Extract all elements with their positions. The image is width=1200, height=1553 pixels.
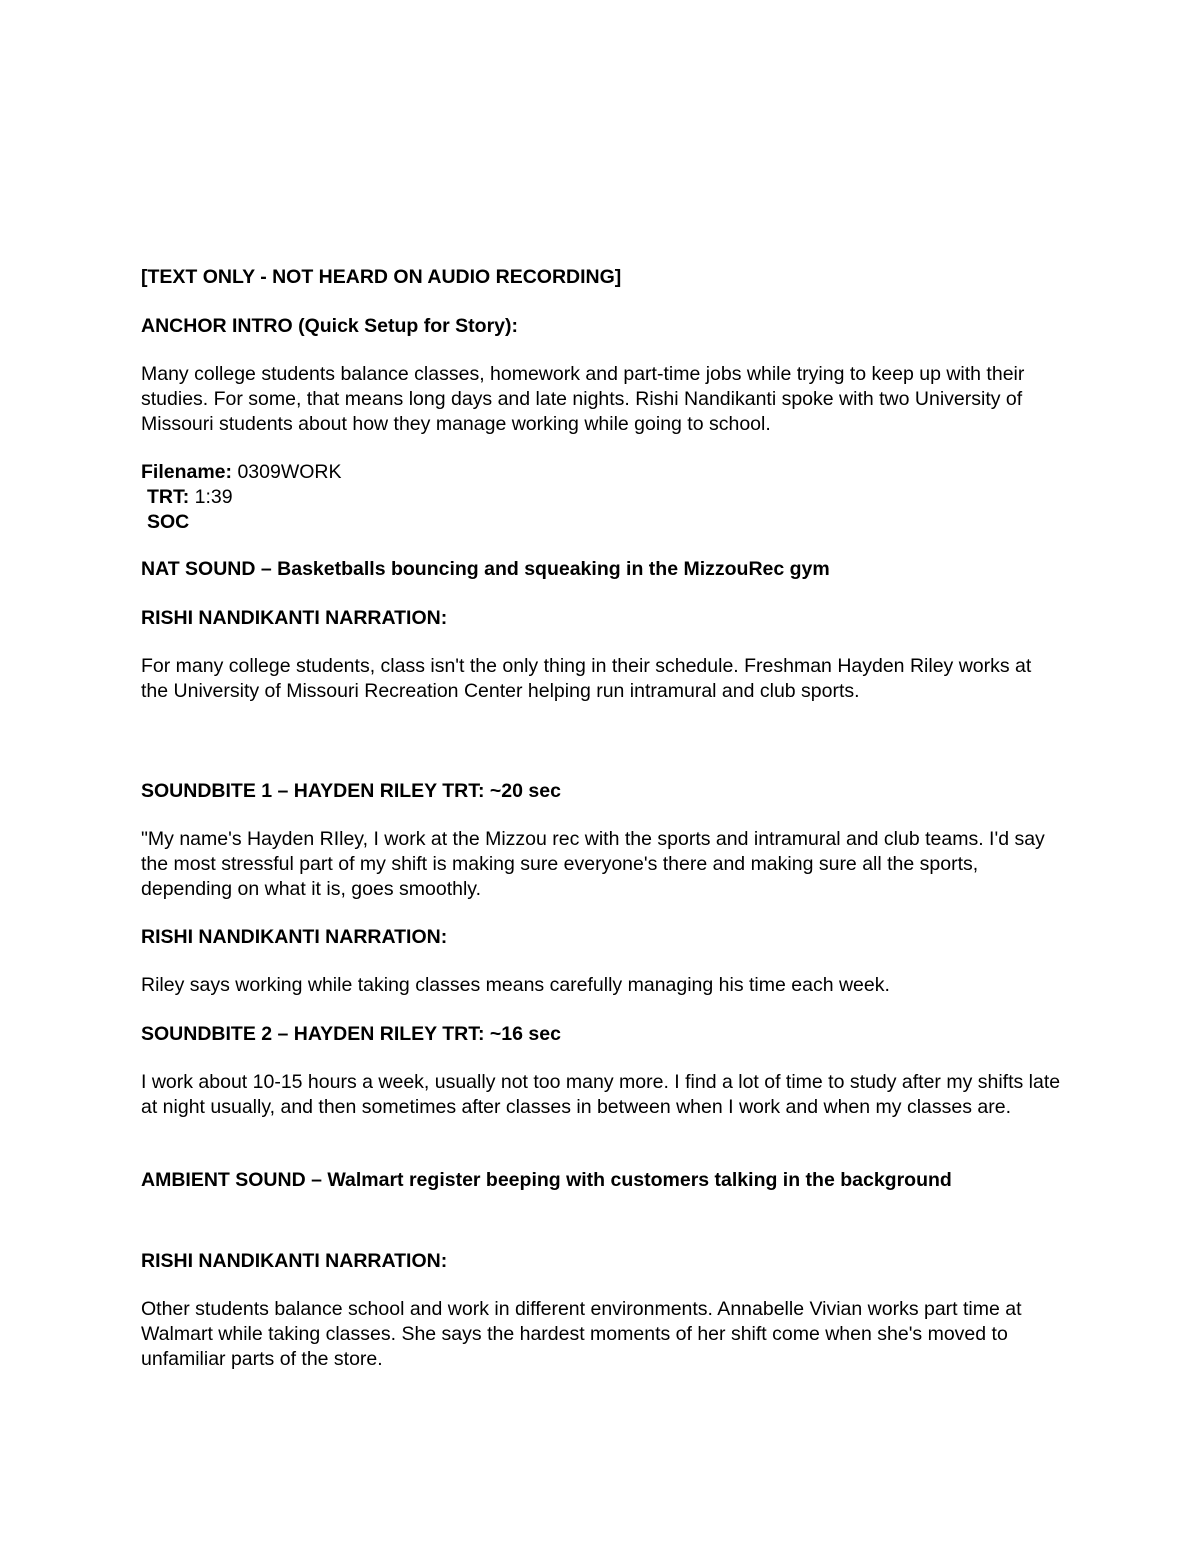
- narration-1-heading: RISHI NANDIKANTI NARRATION:: [141, 607, 448, 629]
- ambient-sound-cue: AMBIENT SOUND – Walmart register beeping with customers talking in the background: [141, 1169, 952, 1191]
- trt-line: [141, 485, 1061, 510]
- filename-label: Filename:: [141, 461, 233, 483]
- trt-value: 1:39: [189, 486, 233, 508]
- anchor-intro-heading: ANCHOR INTRO (Quick Setup for Story):: [141, 315, 519, 337]
- narration-2-heading: RISHI NANDIKANTI NARRATION:: [141, 926, 448, 948]
- soundbite-1-heading: SOUNDBITE 1 – HAYDEN RILEY TRT: ~20 sec: [141, 780, 561, 802]
- story-meta: [141, 460, 1061, 535]
- soundbite-1-body: "My name's Hayden RIley, I work at the Mizzou rec with the sports and intramural and club teams. I'd say the most stressful part of my shift is making sure everyone's there and making sure all the sports, depending on what it is, goes smoothly.: [141, 828, 1045, 900]
- narration-1-body: For many college students, class isn't the only thing in their schedule. Freshman Hayden Riley works at the University of Missouri Recreation Center helping run intramural and club sports.: [141, 655, 1032, 702]
- filename-line: [141, 460, 1061, 485]
- disclaimer-line: [TEXT ONLY - NOT HEARD ON AUDIO RECORDING]: [141, 266, 622, 288]
- anchor-intro-body: Many college students balance classes, homework and part-time jobs while trying to keep up with their studies. For some, that means long days and late nights. Rishi Nandikanti spoke with two University of Missouri students about how they manage working while going to school.: [141, 363, 1025, 435]
- soundbite-2-heading: SOUNDBITE 2 – HAYDEN RILEY TRT: ~16 sec: [141, 1023, 561, 1045]
- narration-3-body: Other students balance school and work in different environments. Annabelle Vivian works part time at Walmart while taking classes. She says the hardest moments of her shift come when she's moved to unfamiliar parts of the store.: [141, 1298, 1022, 1370]
- trt-label: TRT:: [147, 486, 190, 508]
- nat-sound-cue: NAT SOUND – Basketballs bouncing and squeaking in the MizzouRec gym: [141, 558, 830, 580]
- filename-value: 0309WORK: [232, 461, 342, 483]
- soc-line: SOC: [147, 511, 190, 533]
- soundbite-2-body: I work about 10-15 hours a week, usually not too many more. I find a lot of time to study after my shifts late at night usually, and then sometimes after classes in between when I work and when my classes are.: [141, 1071, 1061, 1118]
- narration-2-body: Riley says working while taking classes means carefully managing his time each week.: [141, 974, 890, 996]
- narration-3-heading: RISHI NANDIKANTI NARRATION:: [141, 1250, 448, 1272]
